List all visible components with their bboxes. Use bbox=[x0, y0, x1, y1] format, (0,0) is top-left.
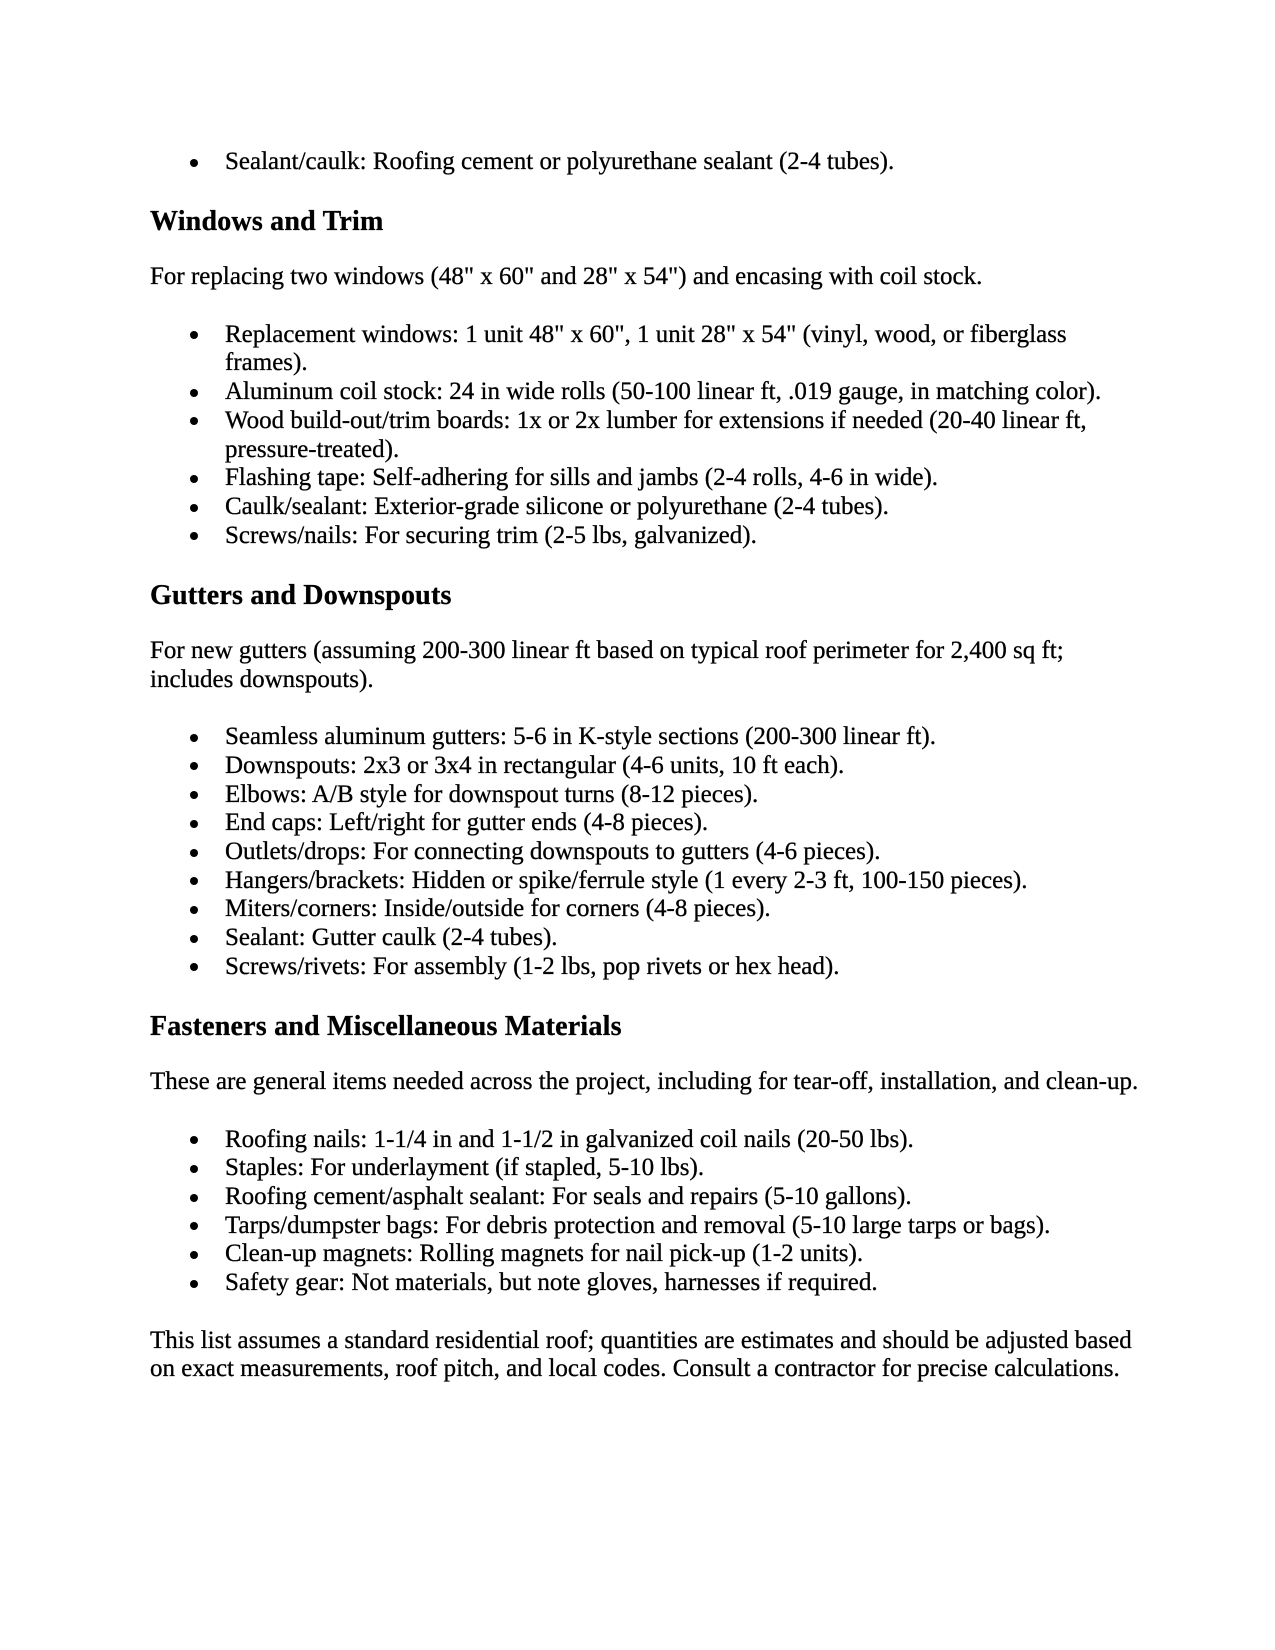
bullet-icon bbox=[190, 389, 198, 397]
list-item-text: Screws/nails: For securing trim (2-5 lbs, galvanized). bbox=[225, 521, 757, 549]
list-item bbox=[150, 1126, 1145, 1155]
list-item-text: Flashing tape: Self-adhering for sills and jambs (2-4 rolls, 4-6 in wide). bbox=[225, 464, 939, 492]
bullet-icon bbox=[190, 1194, 198, 1202]
list-item bbox=[150, 1240, 1145, 1269]
list-item-text: Tarps/dumpster bags: For debris protection and removal (5-10 large tarps or bags). bbox=[225, 1211, 1051, 1239]
list-item bbox=[150, 148, 1145, 177]
fasteners-and-misc-bullet-list bbox=[150, 1126, 1145, 1298]
bullet-icon bbox=[190, 1136, 198, 1144]
list-item bbox=[150, 1269, 1145, 1298]
bullet-icon bbox=[190, 1280, 198, 1288]
list-item bbox=[150, 493, 1145, 522]
list-item-text: Clean-up magnets: Rolling magnets for nail pick-up (1-2 units). bbox=[225, 1240, 864, 1268]
list-item bbox=[150, 809, 1145, 838]
list-item bbox=[150, 867, 1145, 896]
closing-paragraph: This list assumes a standard residential roof; quantities are estimates and should be adjusted based on exact measurements, roof pitch, and local codes. Consult a contractor for precise calculations. bbox=[150, 1326, 1132, 1383]
bullet-icon bbox=[190, 906, 198, 914]
section-intro-windows-and-trim: For replacing two windows (48" x 60" and 28" x 54") and encasing with coil stock. bbox=[150, 263, 983, 291]
list-item bbox=[150, 321, 1145, 378]
section-intro-gutters-and-downspouts: For new gutters (assuming 200-300 linear ft based on typical roof perimeter for 2,400 sq ft; includes downspouts). bbox=[150, 637, 1064, 693]
list-item bbox=[150, 1154, 1145, 1183]
list-item-text: Sealant: Gutter caulk (2-4 tubes). bbox=[225, 924, 558, 952]
bullet-icon bbox=[190, 963, 198, 971]
bullet-icon bbox=[190, 475, 198, 483]
gutters-and-downspouts-bullet-list bbox=[150, 723, 1145, 981]
bullet-icon bbox=[190, 1222, 198, 1230]
list-item-text: Downspouts: 2x3 or 3x4 in rectangular (4-6 units, 10 ft each). bbox=[225, 751, 845, 779]
list-item-text: Replacement windows: 1 unit 48" x 60", 1 unit 28" x 54" (vinyl, wood, or fiberglass frames). bbox=[225, 320, 1067, 377]
list-item bbox=[150, 781, 1145, 810]
list-item bbox=[150, 752, 1145, 781]
list-item bbox=[150, 953, 1145, 982]
bullet-icon bbox=[190, 762, 198, 770]
bullet-icon bbox=[190, 504, 198, 512]
heading-fasteners-and-misc-materials: Fasteners and Miscellaneous Materials bbox=[150, 1011, 622, 1043]
list-item-text: End caps: Left/right for gutter ends (4-8 pieces). bbox=[225, 809, 709, 837]
list-item bbox=[150, 1183, 1145, 1212]
heading-windows-and-trim: Windows and Trim bbox=[150, 206, 384, 238]
list-item-text: Hangers/brackets: Hidden or spike/ferrule style (1 every 2-3 ft, 100-150 pieces). bbox=[225, 866, 1028, 894]
list-item-text: Wood build-out/trim boards: 1x or 2x lumber for extensions if needed (20-40 linear ft, pressure-treated). bbox=[225, 406, 1087, 463]
heading-gutters-and-downspouts: Gutters and Downspouts bbox=[150, 580, 452, 612]
list-item bbox=[150, 895, 1145, 924]
list-item bbox=[150, 924, 1145, 953]
bullet-icon bbox=[190, 820, 198, 828]
bullet-icon bbox=[190, 417, 198, 425]
list-item-text: Sealant/caulk: Roofing cement or polyurethane sealant (2-4 tubes). bbox=[225, 148, 895, 175]
list-item-text: Aluminum coil stock: 24 in wide rolls (50-100 linear ft, .019 gauge, in matching color). bbox=[225, 378, 1102, 406]
list-item-text: Roofing nails: 1-1/4 in and 1-1/2 in galvanized coil nails (20-50 lbs). bbox=[225, 1125, 914, 1153]
bullet-icon bbox=[190, 1251, 198, 1259]
list-item-text: Screws/rivets: For assembly (1-2 lbs, pop rivets or hex head). bbox=[225, 952, 840, 980]
list-item bbox=[150, 522, 1145, 551]
list-item-text: Miters/corners: Inside/outside for corners (4-8 pieces). bbox=[225, 895, 771, 923]
list-item-text: Roofing cement/asphalt sealant: For seals and repairs (5-10 gallons). bbox=[225, 1183, 912, 1210]
list-item-text: Outlets/drops: For connecting downspouts to gutters (4-6 pieces). bbox=[225, 838, 881, 865]
document-content bbox=[150, 148, 1145, 1413]
windows-and-trim-bullet-list bbox=[150, 321, 1145, 551]
list-item-text: Staples: For underlayment (if stapled, 5-10 lbs). bbox=[225, 1154, 705, 1182]
list-item bbox=[150, 378, 1145, 407]
bullet-icon bbox=[190, 734, 198, 742]
bullet-icon bbox=[190, 532, 198, 540]
list-item-text: Elbows: A/B style for downspout turns (8-12 pieces). bbox=[225, 780, 759, 808]
bullet-icon bbox=[190, 935, 198, 943]
list-item bbox=[150, 838, 1145, 867]
bullet-icon bbox=[190, 849, 198, 857]
list-item bbox=[150, 1212, 1145, 1241]
bullet-icon bbox=[190, 159, 198, 167]
list-item bbox=[150, 407, 1145, 464]
list-item bbox=[150, 723, 1145, 752]
bullet-icon bbox=[190, 877, 198, 885]
bullet-icon bbox=[190, 1165, 198, 1173]
bullet-icon bbox=[190, 791, 198, 799]
list-item-text: Seamless aluminum gutters: 5-6 in K-style sections (200-300 linear ft). bbox=[225, 723, 936, 751]
section-intro-fasteners-and-misc-materials: These are general items needed across the project, including for tear-off, installation, and clean-up. bbox=[150, 1068, 1139, 1096]
list-item-text: Safety gear: Not materials, but note gloves, harnesses if required. bbox=[225, 1269, 878, 1297]
list-item-text: Caulk/sealant: Exterior-grade silicone or polyurethane (2-4 tubes). bbox=[225, 493, 889, 520]
list-item bbox=[150, 464, 1145, 493]
bullet-icon bbox=[190, 331, 198, 339]
leading-bullet-list bbox=[150, 148, 1145, 177]
